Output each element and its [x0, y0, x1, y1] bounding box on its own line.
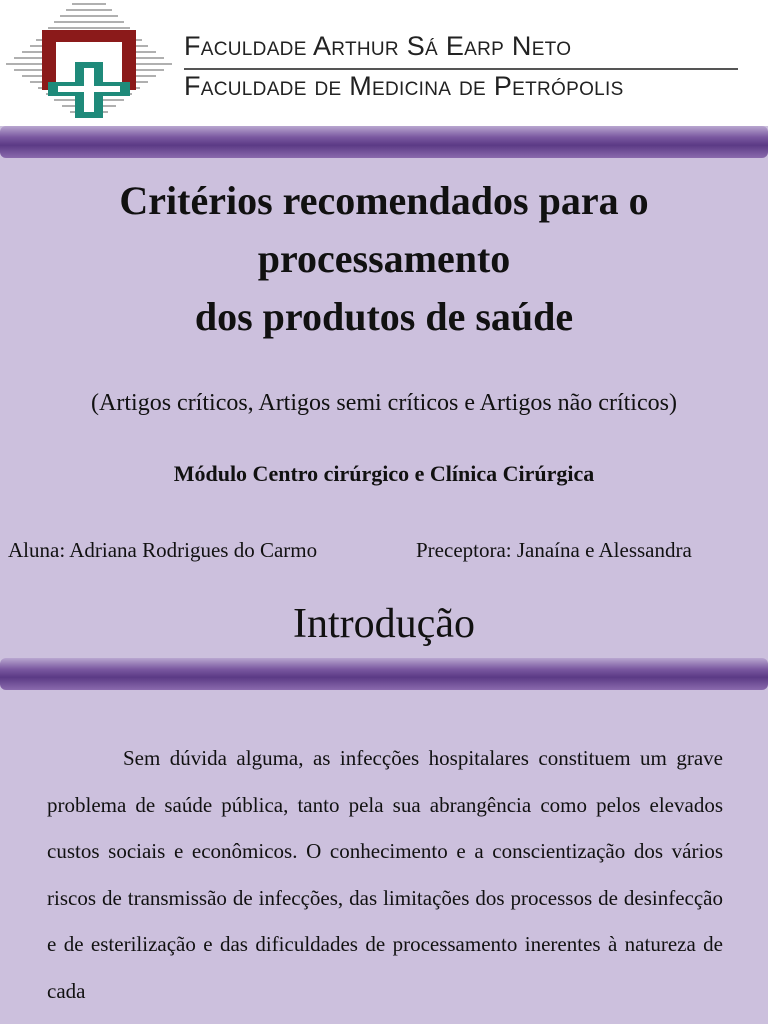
institution-subname: Faculdade de Medicina de Petrópolis: [184, 71, 624, 101]
title-line-1: Critérios recomendados para o: [119, 178, 649, 223]
faculty-cross-logo-icon: [0, 0, 178, 122]
header: [0, 0, 768, 126]
title-line-2: processamento: [257, 236, 511, 281]
decorative-band-top: [0, 126, 768, 158]
subtitle: (Artigos críticos, Artigos semi críticos e Artigos não críticos): [91, 390, 677, 416]
section-title: Introdução: [293, 601, 475, 647]
body-paragraph: Sem dúvida alguma, as infecções hospitalares constituem um grave problema de saúde pública, tanto pela sua abrangência como pelos elevados custos sociais e econômicos. O conhecimento e a conscientização dos vários riscos de transmissão de infecções, das limitações dos processos de desinfecção e de esterilização e das dificuldades de processamento inerentes à natureza de cada: [47, 746, 723, 1003]
student-name: Aluna: Adriana Rodrigues do Carmo: [8, 538, 318, 562]
institution-name: Faculdade Arthur Sá Earp Neto: [184, 31, 572, 61]
decorative-band-middle: [0, 658, 768, 690]
preceptor-name: Preceptora: Janaína e Alessandra: [416, 538, 692, 562]
header-divider: [184, 68, 738, 70]
module-name: Módulo Centro cirúrgico e Clínica Cirúrgica: [173, 461, 595, 486]
title-line-3: dos produtos de saúde: [194, 294, 574, 339]
page-title: [0, 172, 768, 346]
